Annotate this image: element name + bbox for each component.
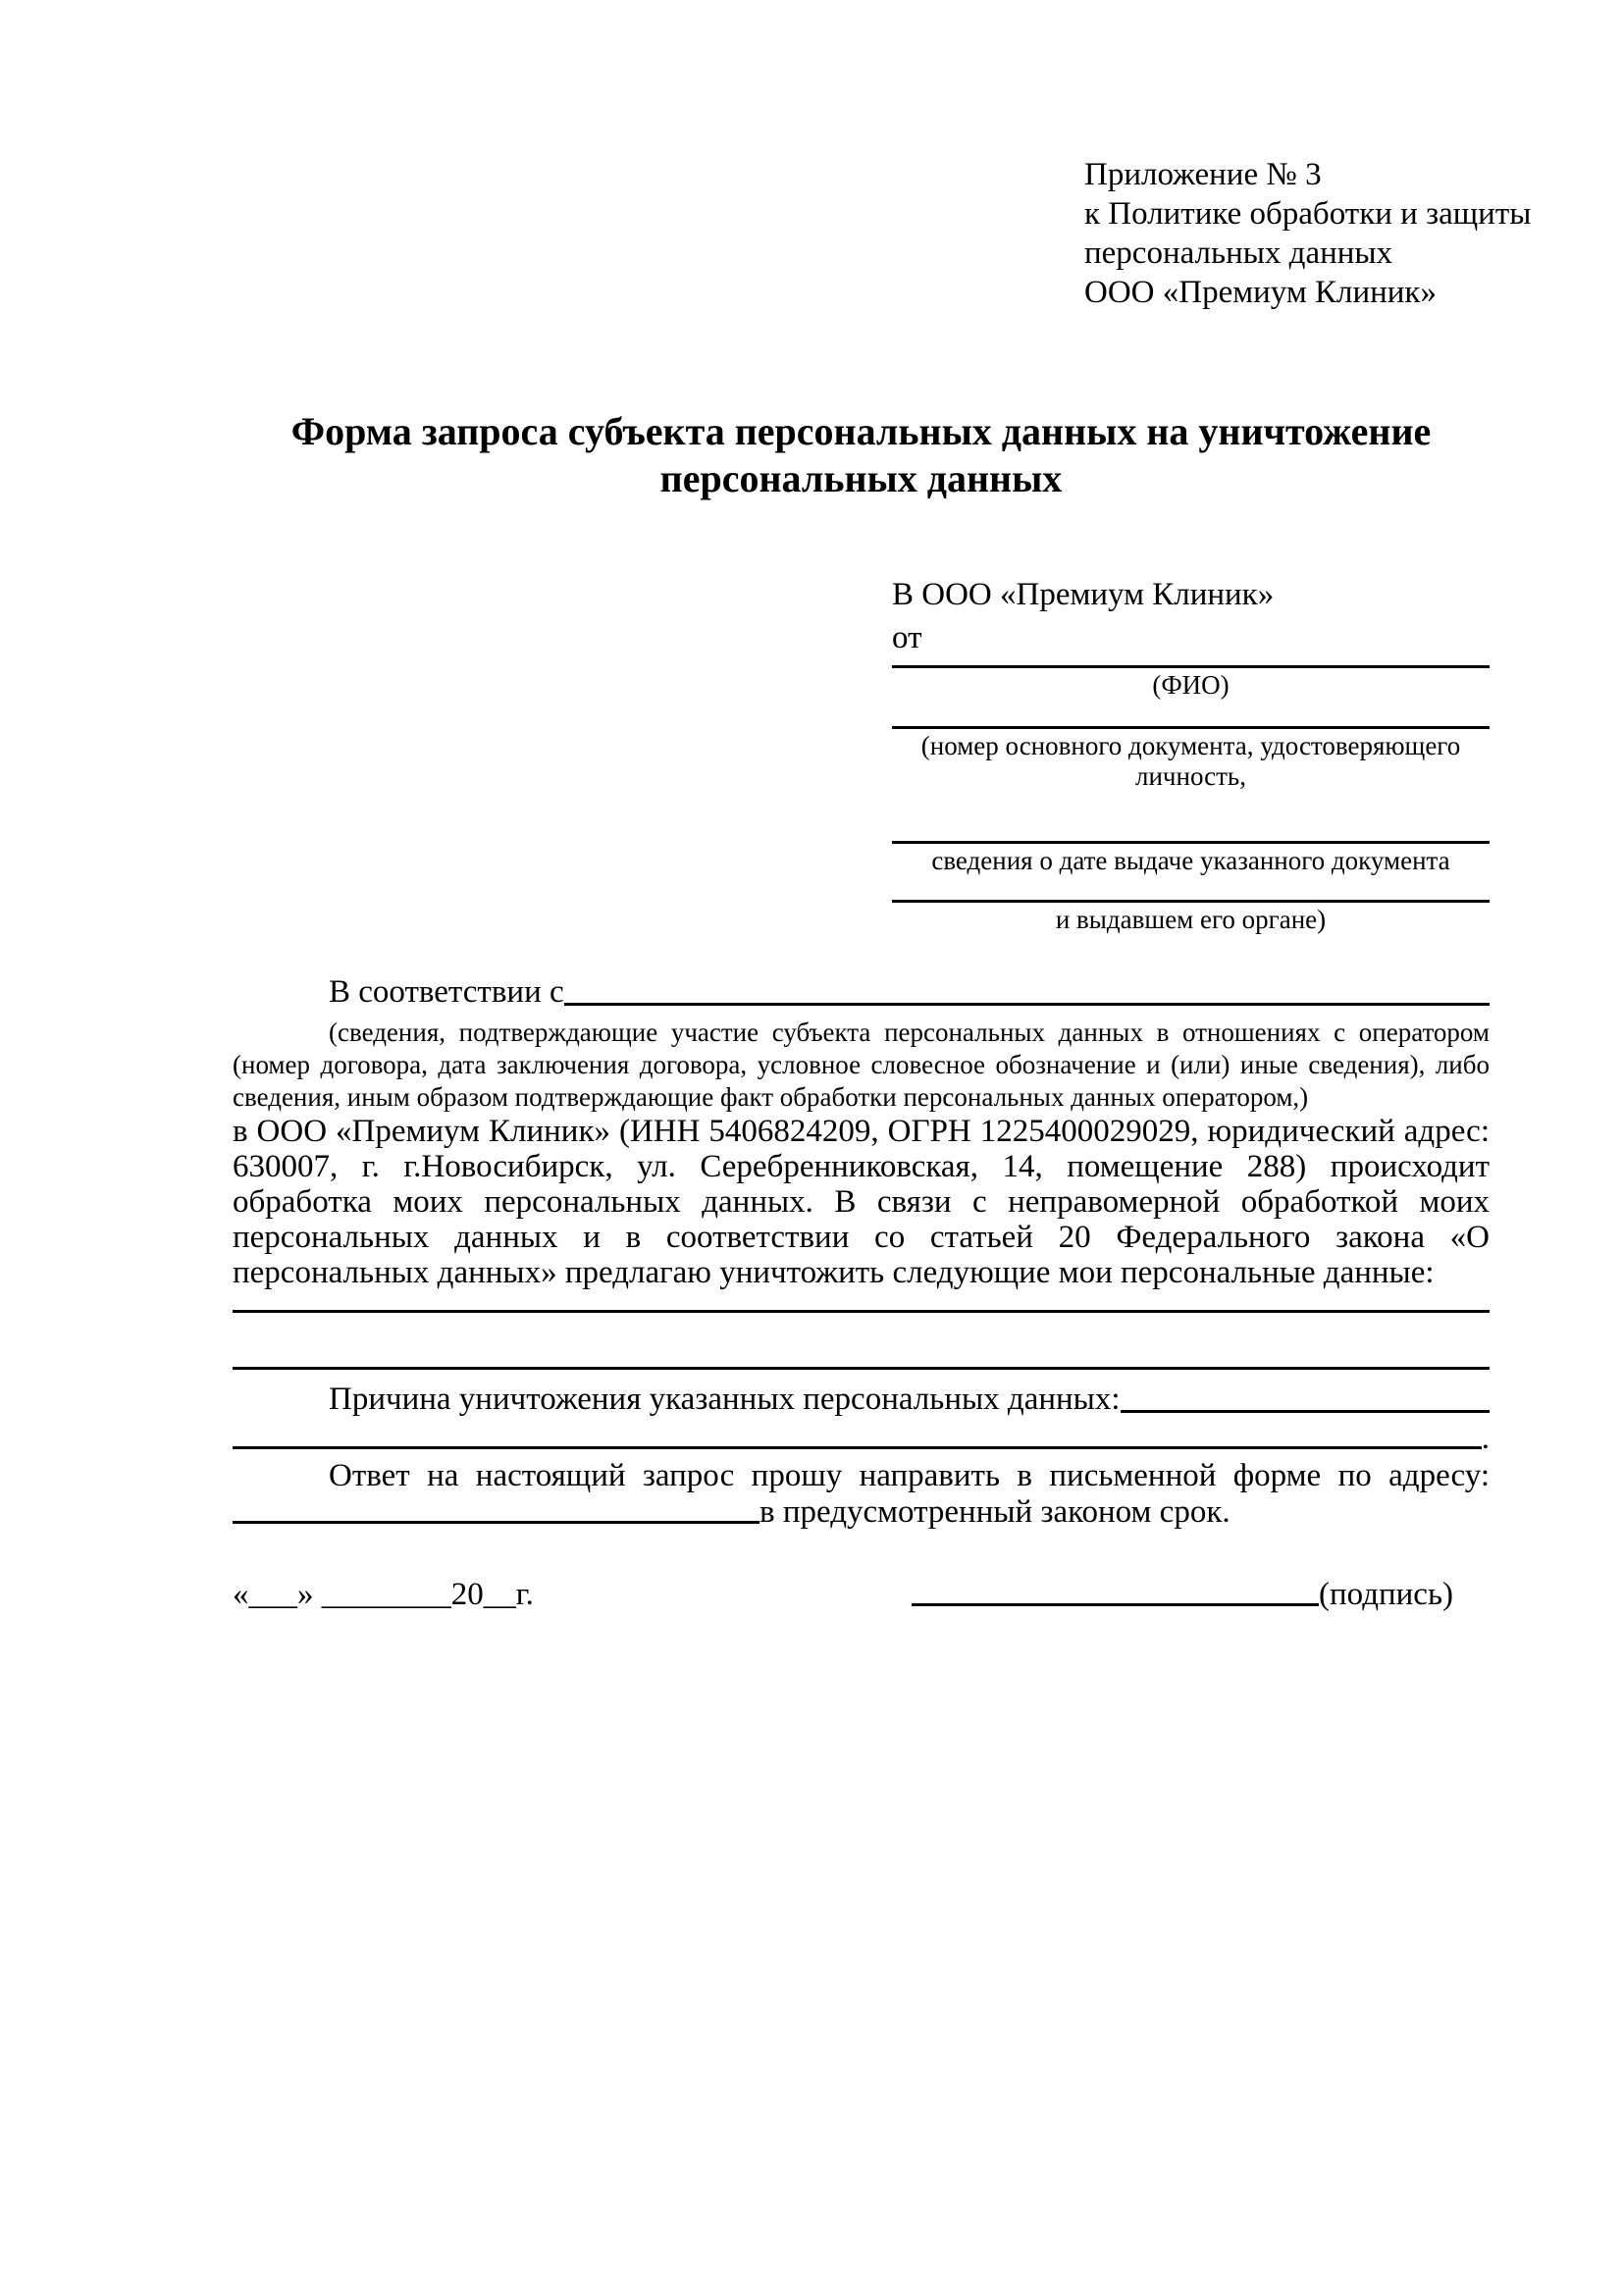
addressee-from-label: от <box>892 620 922 655</box>
reason-row <box>233 1378 1490 1421</box>
appendix-header <box>1084 155 1532 312</box>
period-mark: . <box>1481 1421 1490 1456</box>
appendix-header-line: Приложение № 3 <box>1084 157 1322 192</box>
field-caption-issuing-authority: и выдавшем его органе) <box>1055 905 1327 934</box>
appendix-header-line: ООО «Премиум Клиник» <box>1084 275 1437 310</box>
field-line-issue-date <box>892 841 1490 844</box>
accordance-row <box>233 970 1490 1014</box>
main-paragraph: в ООО «Премиум Клиник» (ИНН 5406824209, ОГРН 1225400029029, юридический адрес: 630007, г. г.Новосибирск, ул. Серебренниковская, 14, помещение 288) происходит обработка моих персональных данных. В связи с неправомерной обработкой моих персональных данных и в соответствии со статьей 20 Федерального закона «О персональных данных» предлагаю уничтожить следующие мои персональные данные: <box>233 1114 1490 1290</box>
reason-fill-line <box>1121 1378 1490 1413</box>
response-address-row <box>233 1493 1490 1531</box>
reason-continuation-line <box>233 1421 1482 1449</box>
addressee-organization: В ООО «Премиум Клиник» <box>892 577 1275 612</box>
document-content <box>233 0 1532 1613</box>
blank-fill-line-1 <box>233 1310 1490 1313</box>
field-caption-issue-date: сведения о дате выдаче указанного документа <box>931 846 1450 875</box>
field-caption-fio: (ФИО) <box>1152 670 1230 700</box>
reason-label: Причина уничтожения указанных персональных данных: <box>329 1382 1121 1417</box>
accordance-fill-line <box>564 970 1490 1006</box>
field-line-doc-number <box>892 726 1490 729</box>
blank-fill-line-2 <box>233 1367 1490 1370</box>
addressee-block <box>892 573 1490 935</box>
date-signature-row <box>233 1576 1490 1613</box>
reason-continuation-row <box>233 1421 1490 1456</box>
signature-caption: (подпись) <box>1319 1577 1453 1612</box>
appendix-header-line: персональных данных <box>1084 235 1393 271</box>
date-placeholder: «___» ________20__г. <box>233 1577 534 1612</box>
field-line-issuing-authority <box>892 900 1490 903</box>
field-caption-doc-number: (номер основного документа, удостоверяющего личность, <box>920 731 1461 791</box>
appendix-header-line: к Политике обработки и защиты <box>1084 196 1532 232</box>
document-title: Форма запроса субъекта персональных данных на уничтожение персональных данных <box>290 409 1432 500</box>
response-address-line <box>233 1493 759 1524</box>
accordance-note: (сведения, подтверждающие участие субъекта персональных данных в отношениях с оператором (номер договора, дата заключения договора, условное словесное обозначение и (или) иные сведения), либо сведения, иным образом подтверждающие факт обработки персональных данных оператором,) <box>233 1018 1490 1112</box>
response-request-paragraph: Ответ на настоящий запрос прошу направить в письменной форме по адресу: <box>329 1458 1490 1493</box>
field-line-fio <box>892 665 1490 668</box>
accordance-prefix: В соответствии с <box>329 974 564 1010</box>
signature-line <box>912 1576 1319 1606</box>
response-tail-text: в предусмотренный законом срок. <box>759 1494 1230 1530</box>
signature-group <box>912 1576 1453 1613</box>
